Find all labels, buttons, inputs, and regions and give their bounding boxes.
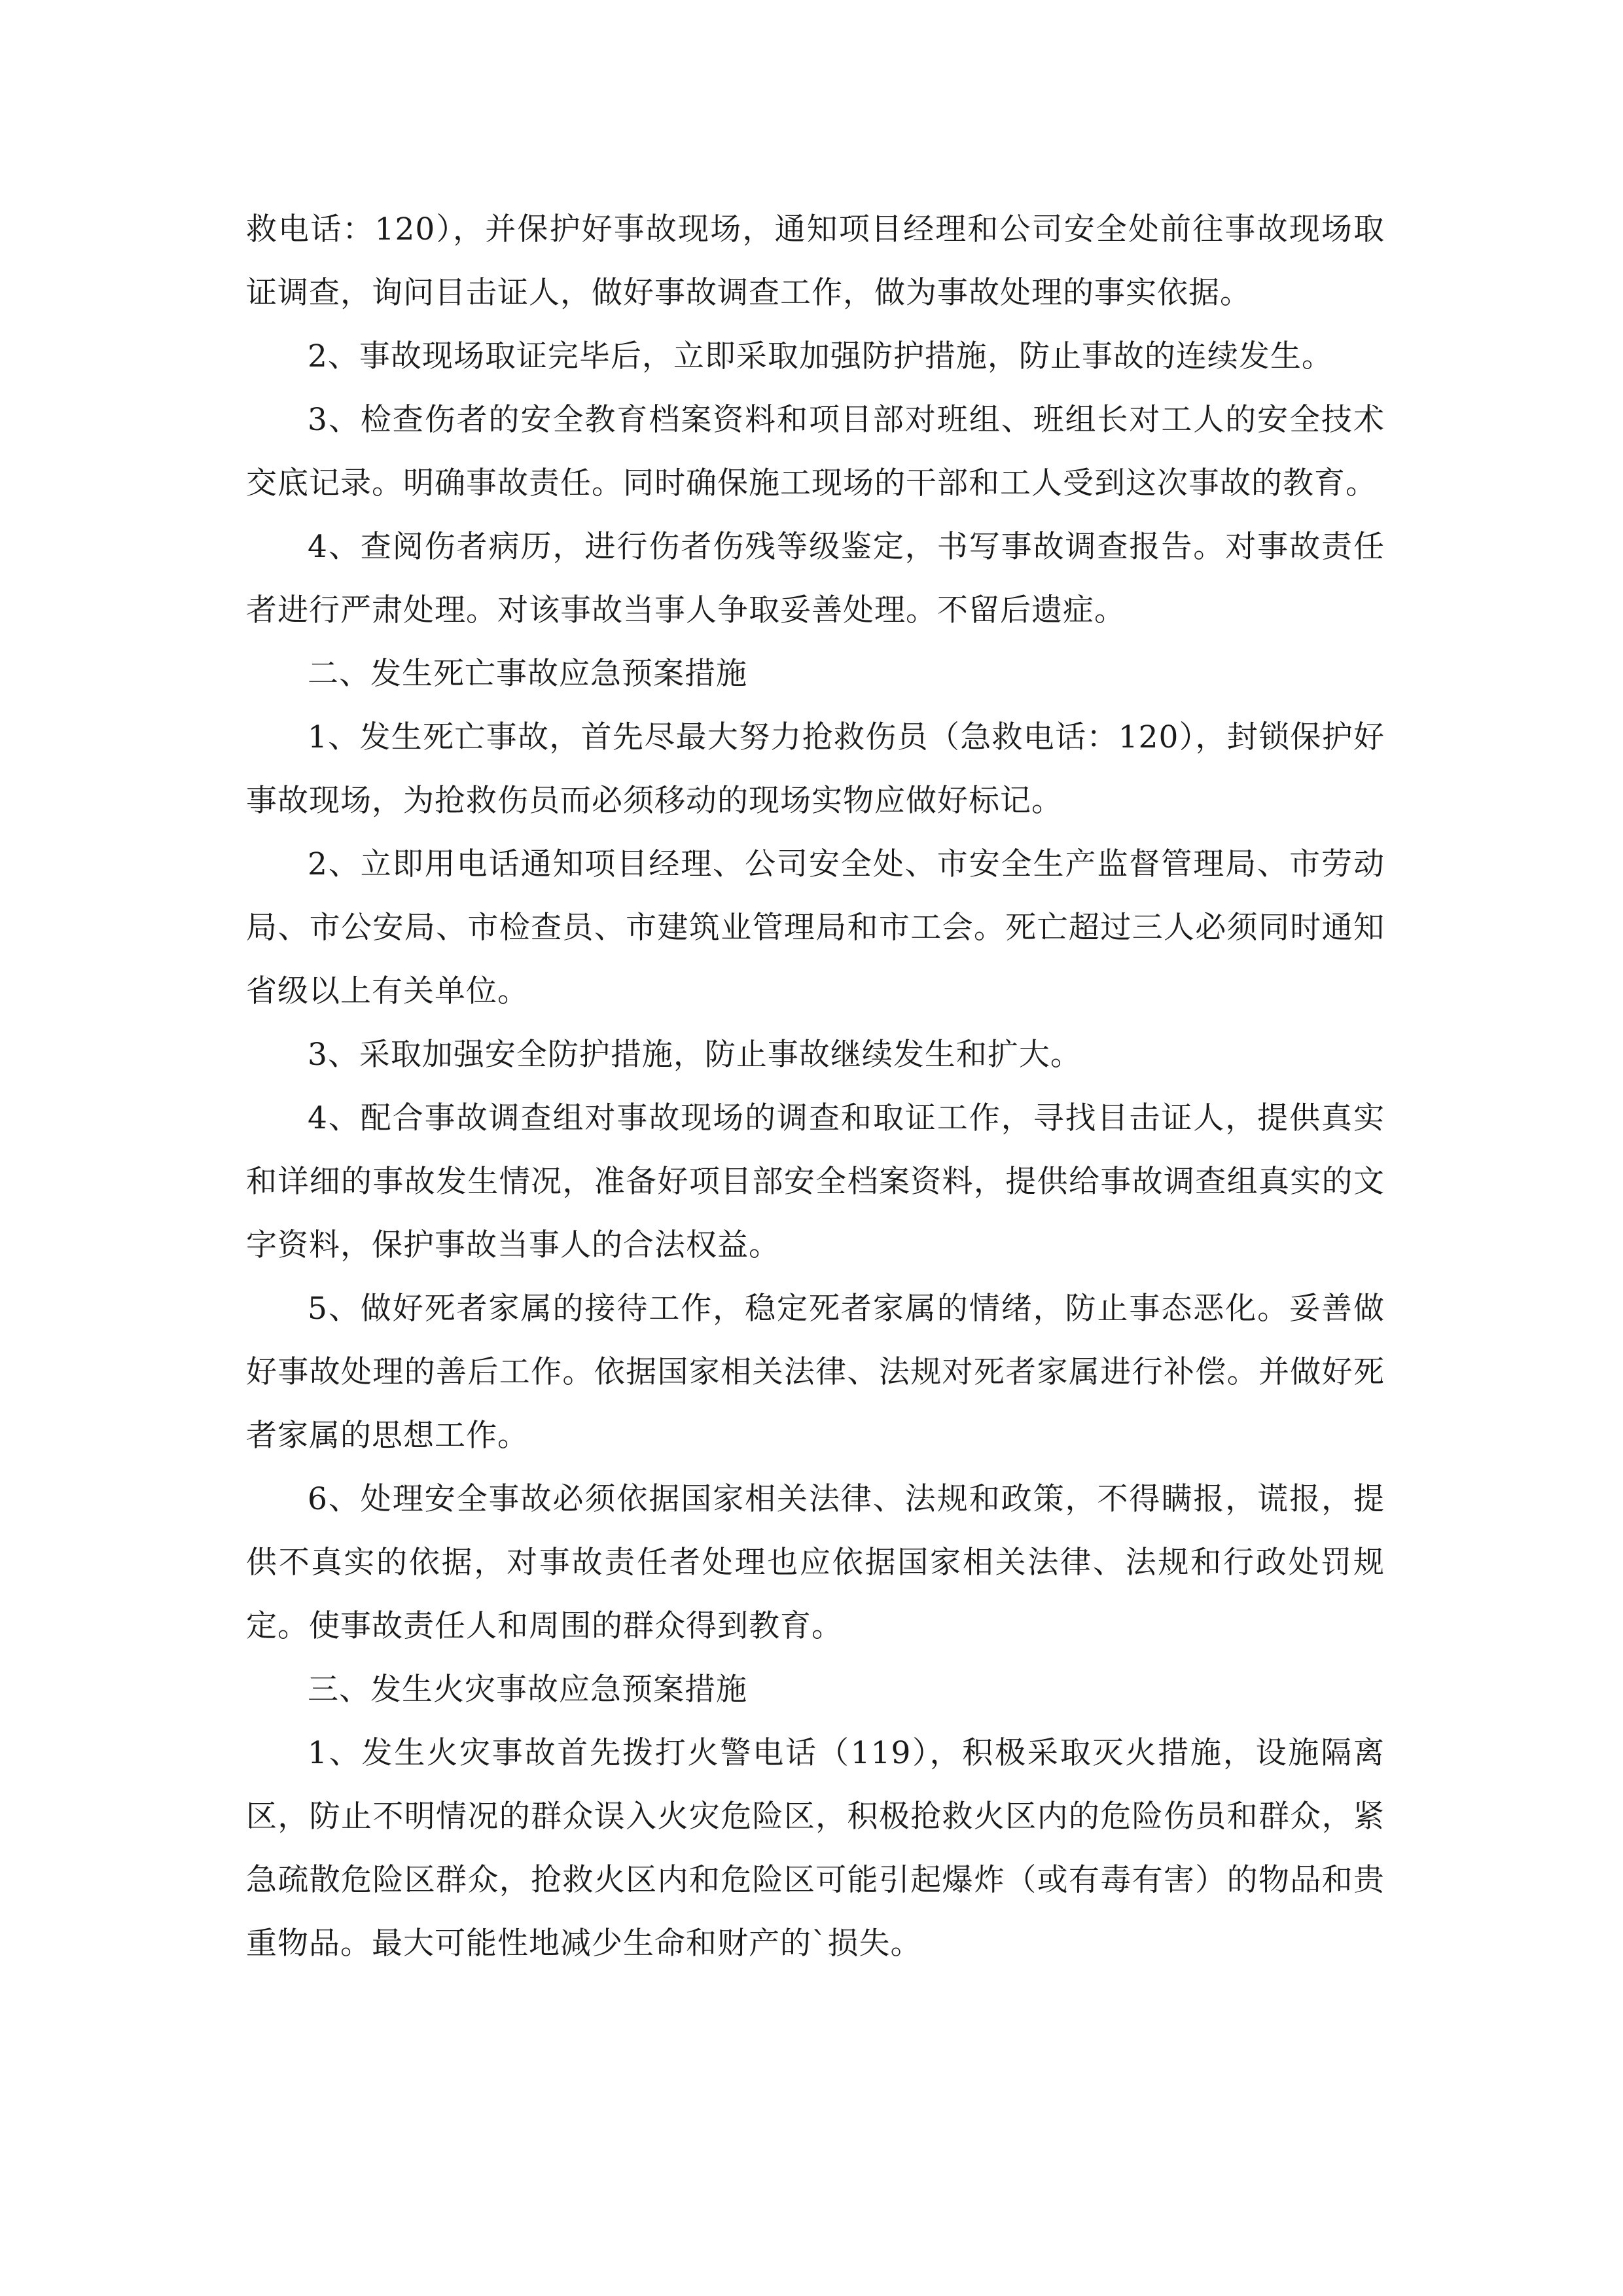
section-heading-3: 三、发生火灾事故应急预案措施 [308,1672,747,1708]
paragraph-continuation: 救电话：120），并保护好事故现场，通知项目经理和公司安全处前往事故现场取证调查，询问目击证人，做好事故调查工作，做为事故处理的事实依据。 [246,211,1385,311]
section-heading-2: 二、发生死亡事故应急预案措施 [308,656,747,692]
paragraph-death-1: 1、发生死亡事故，首先尽最大努力抢救伤员（急救电话：120），封锁保护好事故现场，为抢救伤员而必须移动的现场实物应做好标记。 [246,719,1385,819]
document-body [246,198,1385,1975]
paragraph-death-4: 4、配合事故调查组对事故现场的调查和取证工作，寻找目击证人，提供真实和详细的事故发生情况，准备好项目部安全档案资料，提供给事故调查组真实的文字资料，保护事故当事人的合法权益。 [246,1100,1385,1263]
paragraph-fire-1: 1、发生火灾事故首先拨打火警电话（119），积极采取灭火措施，设施隔离区，防止不明情况的群众误入火灾危险区，积极抢救火区内的危险伤员和群众，紧急疏散危险区群众，抢救火区内和危险区可能引起爆炸（或有毒有害）的物品和贵重物品。最大可能性地减少生命和财产的`损失。 [246,1735,1385,1962]
paragraph-item-4: 4、查阅伤者病历，进行伤者伤残等级鉴定，书写事故调查报告。对事故责任者进行严肃处理。对该事故当事人争取妥善处理。不留后遗症。 [246,529,1385,628]
paragraph-death-2: 2、立即用电话通知项目经理、公司安全处、市安全生产监督管理局、市劳动局、市公安局、市检查员、市建筑业管理局和市工会。死亡超过三人必须同时通知省级以上有关单位。 [246,846,1385,1009]
paragraph-death-3: 3、采取加强安全防护措施，防止事故继续发生和扩大。 [308,1037,1082,1073]
paragraph-death-5: 5、做好死者家属的接待工作，稳定死者家属的情绪，防止事态恶化。妥善做好事故处理的善后工作。依据国家相关法律、法规对死者家属进行补偿。并做好死者家属的思想工作。 [246,1291,1385,1454]
paragraph-item-2: 2、事故现场取证完毕后，立即采取加强防护措施，防止事故的连续发生。 [308,338,1333,374]
paragraph-death-6: 6、处理安全事故必须依据国家相关法律、法规和政策，不得瞒报，谎报，提供不真实的依据，对事故责任者处理也应依据国家相关法律、法规和行政处罚规定。使事故责任人和周围的群众得到教育。 [246,1481,1385,1644]
paragraph-item-3: 3、检查伤者的安全教育档案资料和项目部对班组、班组长对工人的安全技术交底记录。明确事故责任。同时确保施工现场的干部和工人受到这次事故的教育。 [246,402,1385,501]
